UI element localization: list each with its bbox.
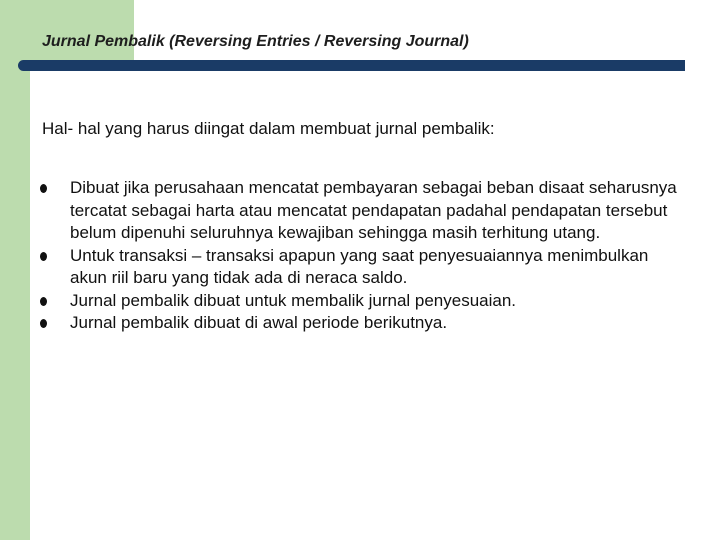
bullet-item <box>40 245 685 290</box>
bullet-text: Untuk transaksi – transaksi apapun yang saat penyesuaiannya menimbulkan akun riil baru yang tidak ada di neraca saldo. <box>70 245 649 287</box>
bullet-item <box>40 290 685 313</box>
bullet-dot-icon <box>40 252 47 261</box>
bullet-list <box>40 177 685 335</box>
left-accent-bar <box>0 0 30 540</box>
bullet-dot-icon <box>40 297 47 306</box>
bullet-text: Jurnal pembalik dibuat di awal periode berikutnya. <box>70 313 448 332</box>
bullet-dot-icon <box>40 184 47 193</box>
bullet-item <box>40 177 685 245</box>
bullet-dot-icon <box>40 319 47 328</box>
title-underline-rule <box>18 60 685 71</box>
bullet-text: Jurnal pembalik dibuat untuk membalik jurnal penyesuaian. <box>70 290 517 310</box>
slide-title: Jurnal Pembalik (Reversing Entries / Reversing Journal) <box>42 33 469 50</box>
intro-text: Hal- hal yang harus diingat dalam membuat jurnal pembalik: <box>42 119 495 138</box>
bullet-text: Dibuat jika perusahaan mencatat pembayaran sebagai beban disaat seharusnya tercatat sebagai harta atau mencatat pendapatan padahal pendapatan tersebut belum dipenuhi seluruhnya kewajiban sehingga masih terhitung utang. <box>70 178 677 242</box>
bullet-item <box>40 312 685 335</box>
